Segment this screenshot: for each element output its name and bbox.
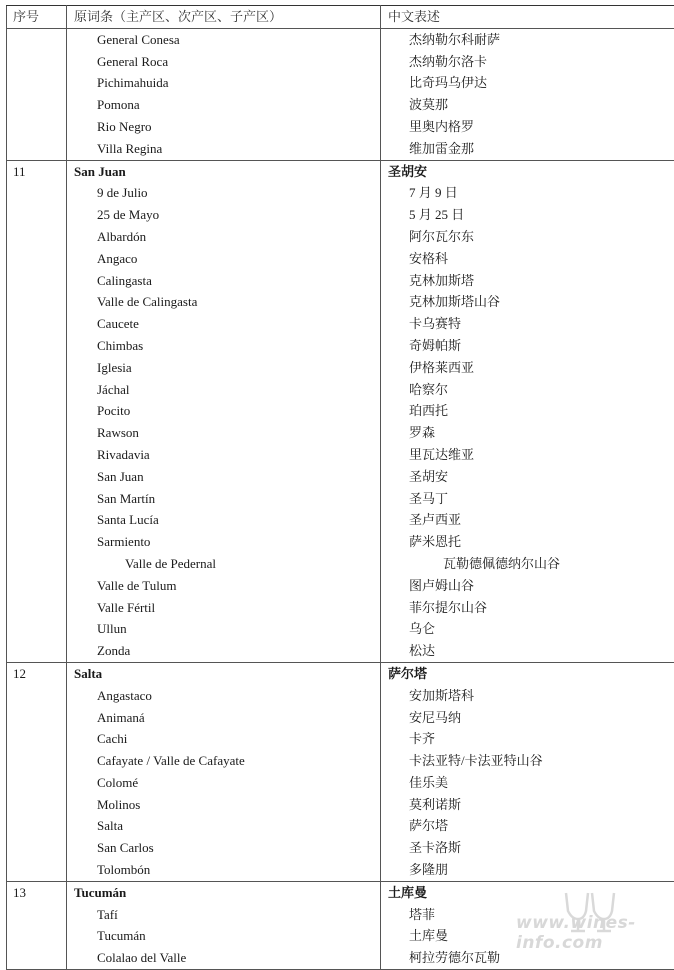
original-term: Colalao del Valle [67, 947, 381, 969]
row-number [7, 182, 67, 204]
chinese-term: 克林加斯塔 [381, 270, 674, 292]
header-no: 序号 [7, 6, 67, 29]
row-number [7, 51, 67, 73]
original-term: Tolombón [67, 859, 381, 881]
table-row [7, 400, 674, 422]
table-row [7, 859, 674, 881]
row-number [7, 837, 67, 859]
chinese-term: 里奥内格罗 [381, 116, 674, 138]
original-term: Calingasta [67, 270, 381, 292]
table-row [7, 248, 674, 270]
chinese-term: 土库曼 [381, 925, 674, 947]
row-number [7, 248, 67, 270]
original-term: San Juan [67, 466, 381, 488]
chinese-term: 瓦勒德佩德纳尔山谷 [381, 553, 674, 575]
chinese-term: 萨尔塔 [381, 662, 674, 684]
chinese-term: 卡法亚特/卡法亚特山谷 [381, 750, 674, 772]
table-row [7, 707, 674, 729]
table-row [7, 794, 674, 816]
chinese-term: 萨尔塔 [381, 815, 674, 837]
chinese-term: 多隆朋 [381, 859, 674, 881]
watermark-logo [516, 887, 666, 957]
original-term: Cafayate / Valle de Cafayate [67, 750, 381, 772]
chinese-term: 佳乐美 [381, 772, 674, 794]
row-number [7, 444, 67, 466]
table-row [7, 357, 674, 379]
table-row [7, 51, 674, 73]
row-number [7, 618, 67, 640]
row-number [7, 925, 67, 947]
chinese-term: 圣胡安 [381, 160, 674, 182]
table-row [7, 379, 674, 401]
chinese-term: 阿尔瓦尔东 [381, 226, 674, 248]
table-row [7, 226, 674, 248]
table-row [7, 422, 674, 444]
original-term: Salta [67, 815, 381, 837]
row-number [7, 28, 67, 50]
chinese-term: 5 月 25 日 [381, 204, 674, 226]
table-row [7, 138, 674, 160]
original-term: San Juan [67, 160, 381, 182]
chinese-term: 圣胡安 [381, 466, 674, 488]
table-row [7, 488, 674, 510]
row-number [7, 400, 67, 422]
original-term: Angaco [67, 248, 381, 270]
table-row [7, 750, 674, 772]
table-row [7, 291, 674, 313]
header-chinese: 中文表述 [381, 6, 674, 29]
original-term: Rivadavia [67, 444, 381, 466]
appellation-table [6, 5, 674, 970]
row-number [7, 138, 67, 160]
chinese-term: 圣马丁 [381, 488, 674, 510]
row-number [7, 815, 67, 837]
row-number [7, 794, 67, 816]
original-term: Albardón [67, 226, 381, 248]
chinese-term: 克林加斯塔山谷 [381, 291, 674, 313]
original-term: Santa Lucía [67, 509, 381, 531]
row-number [7, 531, 67, 553]
original-term: San Carlos [67, 837, 381, 859]
row-number [7, 357, 67, 379]
original-term: Molinos [67, 794, 381, 816]
row-number [7, 597, 67, 619]
table-row [7, 466, 674, 488]
original-term: 25 de Mayo [67, 204, 381, 226]
original-term: Chimbas [67, 335, 381, 357]
row-number [7, 553, 67, 575]
chinese-term: 比奇玛乌伊达 [381, 72, 674, 94]
table-row [7, 28, 674, 50]
row-number [7, 335, 67, 357]
table-row [7, 509, 674, 531]
chinese-term: 乌仑 [381, 618, 674, 640]
chinese-term: 珀西托 [381, 400, 674, 422]
row-number [7, 72, 67, 94]
table-row [7, 270, 674, 292]
table-row [7, 160, 674, 182]
original-term: Ullun [67, 618, 381, 640]
chinese-term: 圣卡洛斯 [381, 837, 674, 859]
chinese-term: 杰纳勒尔洛卡 [381, 51, 674, 73]
original-term: Valle de Pedernal [67, 553, 381, 575]
original-term: Valle de Tulum [67, 575, 381, 597]
table-row [7, 728, 674, 750]
row-number [7, 116, 67, 138]
table-row [7, 597, 674, 619]
chinese-term: 图卢姆山谷 [381, 575, 674, 597]
row-number [7, 488, 67, 510]
table-row [7, 815, 674, 837]
row-number [7, 707, 67, 729]
original-term: Caucete [67, 313, 381, 335]
chinese-term: 哈察尔 [381, 379, 674, 401]
table-row [7, 531, 674, 553]
original-term: Tucumán [67, 925, 381, 947]
original-term: Sarmiento [67, 531, 381, 553]
table-row [7, 313, 674, 335]
chinese-term: 7 月 9 日 [381, 182, 674, 204]
original-term: Salta [67, 662, 381, 684]
table-body [7, 28, 674, 969]
table-row [7, 444, 674, 466]
watermark-text: www.wines-info.com [516, 913, 666, 953]
chinese-term: 土库曼 [381, 881, 674, 903]
table-row [7, 662, 674, 684]
original-term: Angastaco [67, 685, 381, 707]
chinese-term: 安加斯塔科 [381, 685, 674, 707]
table-row [7, 553, 674, 575]
table-row [7, 116, 674, 138]
chinese-term: 罗森 [381, 422, 674, 444]
original-term: Iglesia [67, 357, 381, 379]
table-row [7, 618, 674, 640]
row-number [7, 750, 67, 772]
chinese-term: 柯拉劳德尔瓦勒 [381, 947, 674, 969]
row-number [7, 772, 67, 794]
original-term: Pichimahuida [67, 72, 381, 94]
row-number [7, 509, 67, 531]
row-number [7, 859, 67, 881]
chinese-term: 萨米恩托 [381, 531, 674, 553]
row-number: 12 [7, 662, 67, 684]
original-term: Pomona [67, 94, 381, 116]
table-header-row [7, 6, 674, 29]
original-term: Animaná [67, 707, 381, 729]
chinese-term: 安格科 [381, 248, 674, 270]
row-number [7, 466, 67, 488]
original-term: General Conesa [67, 28, 381, 50]
row-number [7, 685, 67, 707]
chinese-term: 莫利诺斯 [381, 794, 674, 816]
original-term: Tafí [67, 904, 381, 926]
chinese-term: 卡齐 [381, 728, 674, 750]
row-number [7, 947, 67, 969]
header-original: 原词条（主产区、次产区、子产区） [67, 6, 381, 29]
row-number [7, 640, 67, 662]
table-row [7, 685, 674, 707]
original-term: Cachi [67, 728, 381, 750]
document-page [6, 5, 668, 970]
row-number [7, 291, 67, 313]
row-number [7, 575, 67, 597]
row-number [7, 204, 67, 226]
row-number: 11 [7, 160, 67, 182]
table-row [7, 575, 674, 597]
row-number [7, 226, 67, 248]
table-row [7, 335, 674, 357]
row-number [7, 94, 67, 116]
chinese-term: 卡乌赛特 [381, 313, 674, 335]
chinese-term: 安尼马纳 [381, 707, 674, 729]
chinese-term: 里瓦达维亚 [381, 444, 674, 466]
table-row [7, 772, 674, 794]
table-row [7, 182, 674, 204]
row-number [7, 422, 67, 444]
chinese-term: 波莫那 [381, 94, 674, 116]
original-term: Jáchal [67, 379, 381, 401]
chinese-term: 松达 [381, 640, 674, 662]
chinese-term: 奇姆帕斯 [381, 335, 674, 357]
row-number [7, 904, 67, 926]
chinese-term: 伊格莱西亚 [381, 357, 674, 379]
chinese-term: 塔菲 [381, 904, 674, 926]
original-term: San Martín [67, 488, 381, 510]
table-row [7, 94, 674, 116]
original-term: Zonda [67, 640, 381, 662]
chinese-term: 圣卢西亚 [381, 509, 674, 531]
row-number [7, 313, 67, 335]
original-term: Pocito [67, 400, 381, 422]
chinese-term: 菲尔提尔山谷 [381, 597, 674, 619]
original-term: Tucumán [67, 881, 381, 903]
original-term: Valle Fértil [67, 597, 381, 619]
row-number [7, 270, 67, 292]
table-row [7, 72, 674, 94]
table-row [7, 204, 674, 226]
original-term: Villa Regina [67, 138, 381, 160]
original-term: Rio Negro [67, 116, 381, 138]
chinese-term: 杰纳勒尔科耐萨 [381, 28, 674, 50]
row-number: 13 [7, 881, 67, 903]
row-number [7, 728, 67, 750]
original-term: General Roca [67, 51, 381, 73]
chinese-term: 维加雷金那 [381, 138, 674, 160]
table-row [7, 640, 674, 662]
original-term: Rawson [67, 422, 381, 444]
original-term: 9 de Julio [67, 182, 381, 204]
original-term: Colomé [67, 772, 381, 794]
table-row [7, 837, 674, 859]
original-term: Valle de Calingasta [67, 291, 381, 313]
row-number [7, 379, 67, 401]
